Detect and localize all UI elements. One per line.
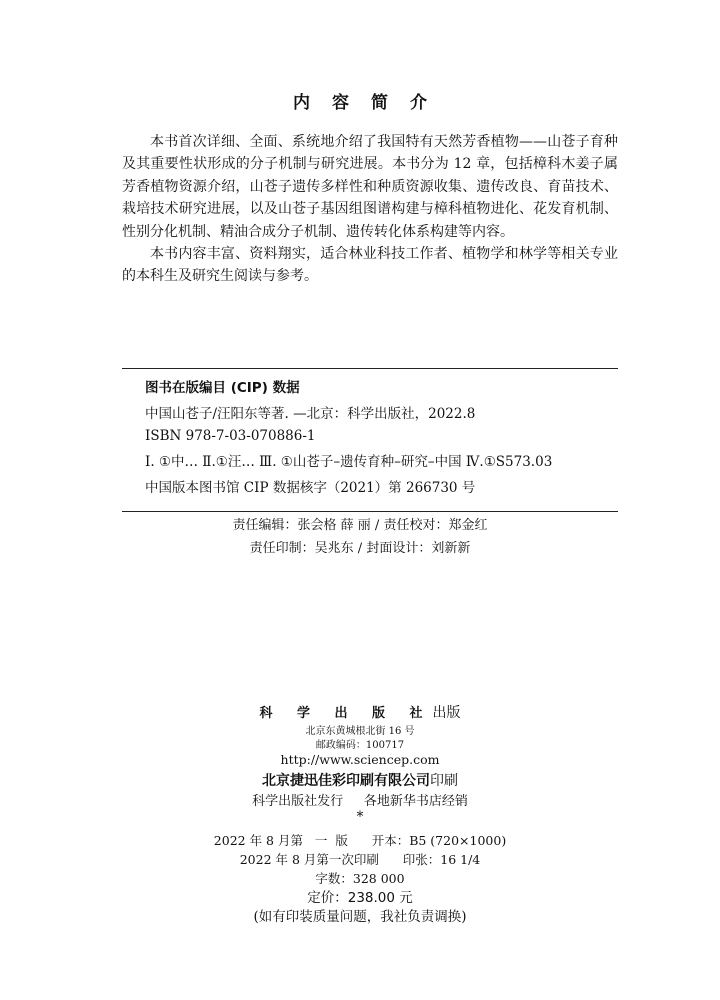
summary-line: 子育种及其重要性状形成的分子机制与研究进展。本书分为 12 章，包括樟 — [122, 134, 619, 173]
edition-line: 2022 年 8 月第 一 版 开本：B5 (720×1000) — [213, 833, 507, 848]
cip-block — [145, 378, 615, 498]
cip-line-record-number: 中国版本图书馆 CIP 数据核字（2021）第 266730 号 — [145, 480, 476, 496]
summary-line: 本书内容丰富、资料翔实，适合林业科技工作者、植物学和林学等相 — [150, 246, 576, 263]
responsibility-line-1: 责任编辑：张会格 薛 丽 / 责任校对：郑金红 — [232, 518, 488, 533]
title-char: 介 — [410, 93, 427, 113]
responsibility-line-2: 责任印制：吴兆东 / 封面设计：刘新新 — [249, 541, 471, 556]
summary-line: 系构建等内容。 — [416, 223, 514, 240]
summary-line: 改良、育苗技术、栽培技术研究进展，以及山苍子基因组图谱构建与樟科 — [122, 178, 619, 218]
publisher-name: 科 学 出 版 社 — [259, 706, 433, 721]
separator-star: * — [356, 809, 364, 825]
title-char: 内 — [293, 93, 310, 113]
summary-paragraph-2 — [122, 243, 618, 288]
word-count: 字数：328 000 — [315, 871, 405, 886]
cip-line-title: 中国山苍子/汪阳东等著. —北京：科学出版社，2022.8 — [145, 406, 476, 422]
quality-note: (如有印装质量问题，我社负责调换) — [253, 909, 467, 925]
summary-line: 科木姜子属芳香植物资源介绍，山苍子遗传多样性和种质资源收集、遗传 — [122, 156, 618, 195]
cip-line-isbn: ISBN 978-7-03-070886-1 — [145, 428, 316, 444]
publisher-address: 北京东黄城根北街 16 号 — [305, 726, 415, 737]
distribution-line: 科学出版社发行 各地新华书店经销 — [252, 794, 468, 809]
title-char: 简 — [371, 93, 388, 113]
summary-line: 植物进化、花发育机制、性别分化机制、精油合成分子机制、遗传转化体 — [122, 201, 618, 240]
divider-top — [122, 368, 618, 369]
price: 定价：238.00 元 — [307, 890, 413, 906]
publisher-url: http://www.sciencep.com — [280, 752, 440, 767]
summary-line: 本书首次详细、全面、系统地介绍了我国特有天然芳香植物——山苍 — [150, 134, 576, 150]
cip-line-classification: Ⅰ. ①中… Ⅱ.①汪… Ⅲ. ①山苍子–遗传育种–研究–中国 Ⅳ.①S573.03 — [145, 454, 553, 470]
print-line: 2022 年 8 月第一次印刷 印张：16 1/4 — [239, 852, 481, 867]
publisher-suffix: 出版 — [432, 705, 461, 721]
publisher-postcode: 邮政编码：100717 — [315, 740, 405, 751]
summary-text — [122, 131, 618, 288]
title-char: 容 — [332, 93, 349, 113]
page-title — [0, 88, 720, 113]
cip-heading: 图书在版编目 (CIP) 数据 — [145, 380, 300, 396]
printer-line — [0, 771, 720, 791]
printer-suffix: 印刷 — [430, 773, 458, 789]
publisher-line — [0, 703, 720, 724]
divider-bottom — [122, 511, 618, 512]
responsibility-block — [0, 516, 720, 559]
summary-paragraph-1 — [122, 131, 618, 243]
summary-line: 关专业的本科生及研究生阅读与参考。 — [122, 246, 618, 285]
printer-name: 北京捷迅佳彩印刷有限公司 — [262, 773, 430, 789]
